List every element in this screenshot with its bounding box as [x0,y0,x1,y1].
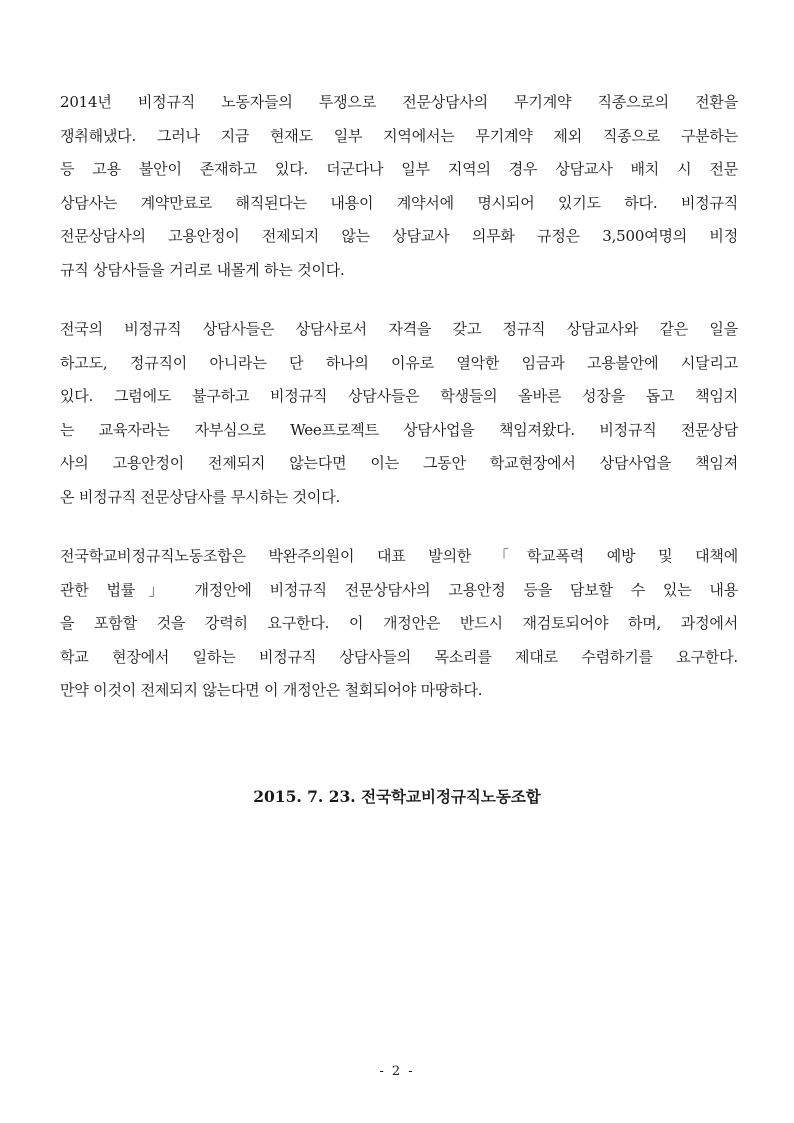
paragraph-1 [60,86,738,287]
paragraph-line: 하고도, 정규직이 아니라는 단 하나의 이유로 열악한 임금과 고용불안에 시달리고 [60,353,738,372]
paragraph-line: 2014년 비정규직 노동자들의 투쟁으로 전문상담사의 무기계약 직종으로의 전환을 [60,93,738,111]
paragraph-line: 학교 현장에서 일하는 비정규직 상담사들의 목소리를 제대로 수렴하기를 요구한다. [60,647,738,666]
paragraph-line: 온 비정규직 전문상담사를 무시하는 것이다. [60,487,341,506]
paragraph-3 [60,540,738,708]
page-number: - 2 - [379,1064,415,1079]
paragraph-2 [60,313,738,514]
paragraph-line: 있다. 그럼에도 불구하고 비정규직 상담사들은 학생들의 올바른 성장을 돕고 책임지 [60,387,738,405]
paragraph-line: 등 고용 불안이 존재하고 있다. 더군다나 일부 지역의 경우 상담교사 배치 시 전문 [60,160,738,178]
paragraph-line: 전국학교비정규직노동조합은 박완주의원이 대표 발의한 「학교폭력 예방 및 대책에 [60,547,738,565]
paragraph-line: 규직 상담사들을 거리로 내몰게 하는 것이다. [60,260,345,279]
paragraph-line: 는 교육자라는 자부심으로 Wee프로젝트 상담사업을 책임져왔다. 비정규직 전문상담 [60,420,738,439]
paragraph-line: 만약 이것이 전제되지 않는다면 이 개정안은 철회되어야 마땅하다. [60,681,483,699]
paragraph-line: 쟁취해냈다. 그러나 지금 현재도 일부 지역에서는 무기계약 제외 직종으로 구분하는 [60,126,738,145]
paragraph-line: 상담사는 계약만료로 해직된다는 내용이 계약서에 명시되어 있기도 하다. 비정규직 [60,193,738,212]
closing-signature: 2015. 7. 23. 전국학교비정규직노동조합 [253,787,541,806]
paragraph-line: 전문상담사의 고용안정이 전제되지 않는 상담교사 의무화 규정은 3,500여명의 비정 [60,227,738,245]
paragraph-line: 관한 법률」 개정안에 비정규직 전문상담사의 고용안정 등을 담보할 수 있는 내용 [60,580,738,599]
paragraph-line: 전국의 비정규직 상담사들은 상담사로서 자격을 갖고 정규직 상담교사와 같은 일을 [60,320,738,338]
paragraph-line: 을 포함할 것을 강력히 요구한다. 이 개정안은 반드시 재검토되어야 하며, 과정에서 [60,614,738,632]
paragraph-line: 사의 고용안정이 전제되지 않는다면 이는 그동안 학교현장에서 상담사업을 책임져 [60,454,738,472]
